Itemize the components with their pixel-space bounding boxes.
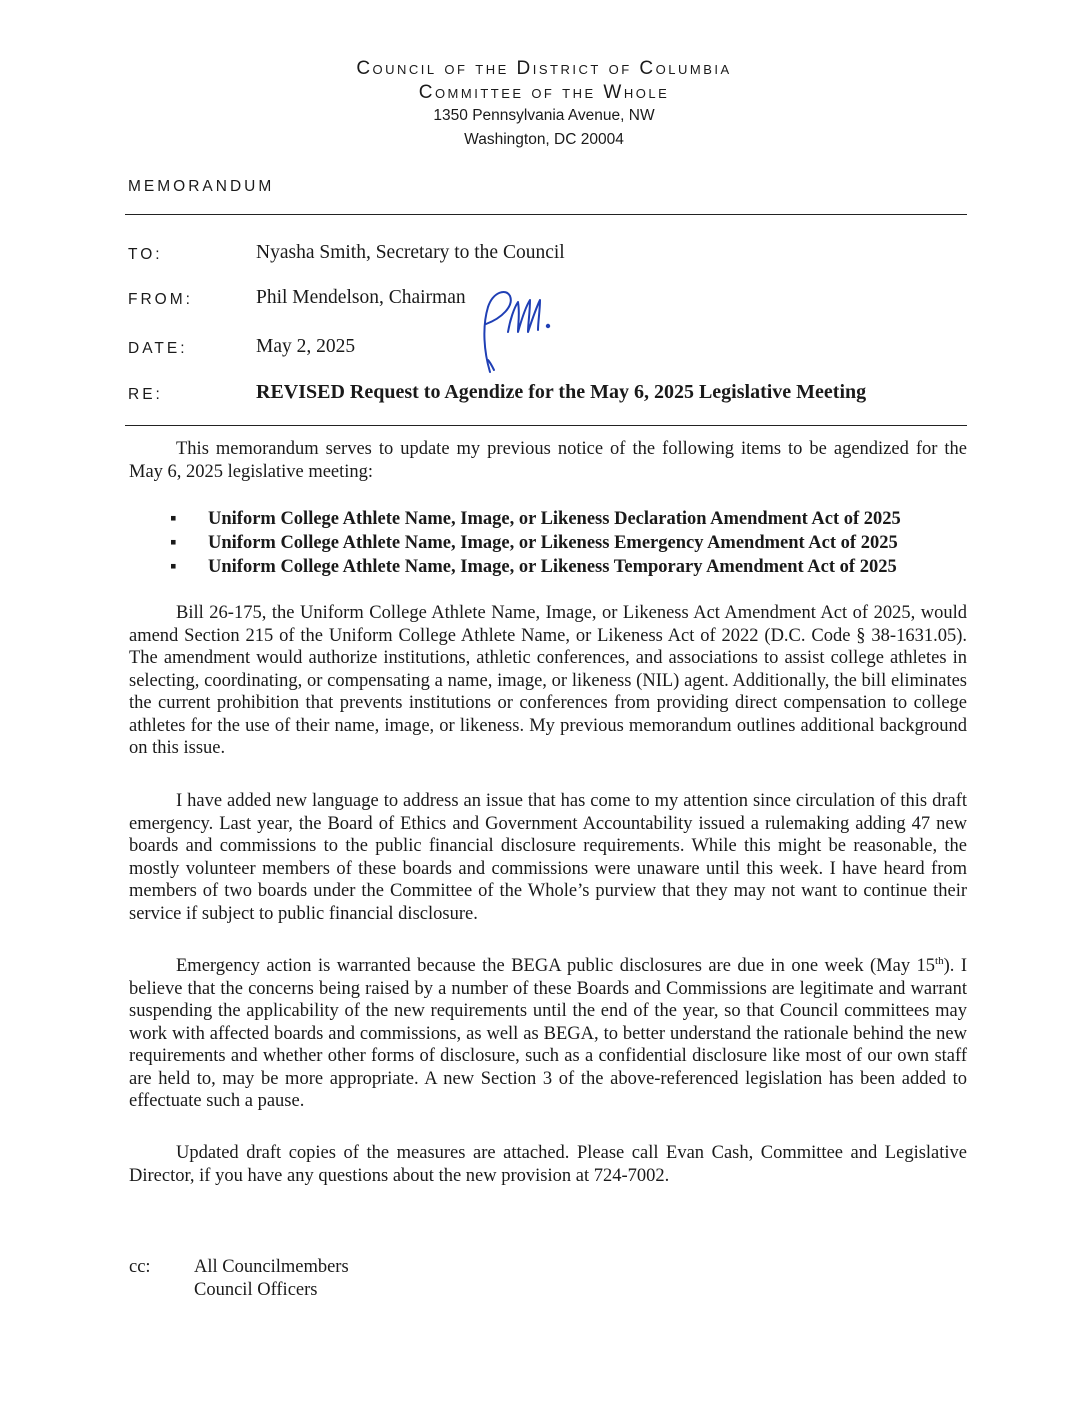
bullet-square-icon: ▪	[170, 509, 177, 529]
signature-initials	[468, 282, 558, 377]
to-label: TO:	[128, 246, 163, 263]
bill-list-item: ▪ Uniform College Athlete Name, Image, or Likeness Temporary Amendment Act of 2025	[170, 557, 897, 577]
new-language-paragraph: I have added new language to address an issue that has come to my attention since circulation of this draft emergency. Last year, the Board of Ethics and Government Accountability issued a rulemaking adding 47 new boards and commissions to the public financial disclosure requirements. While this might be reasonable, the mostly volunteer members of these boards and commissions were unaware until this week. I have heard from members of two boards under the Committee of the Whole’s purview that they may not want to continue their service if subject to public financial disclosure.	[129, 791, 967, 924]
re-label: RE:	[128, 386, 163, 403]
from-value: Phil Mendelson, Chairman	[256, 287, 466, 308]
date-label: DATE:	[128, 340, 188, 357]
bill-list-item: ▪ Uniform College Athlete Name, Image, or Likeness Declaration Amendment Act of 2025	[170, 509, 901, 529]
bill-summary-paragraph: Bill 26-175, the Uniform College Athlete Name, Image, or Likeness Act Amendment Act of 2025, would amend Section 215 of the Uniform College Athlete Name, or Likeness Act of 2022 (D.C. Code § 38-1631.05). The amendment would authorize institutions, athletic conferences, and associations to assist college athletes in selecting, coordinating, or compensating a name, image, or likeness (NIL) agent. Additionally, the bill eliminates the current prohibition that prevents institutions or conferences from providing direct compensation to college athletes for the use of their name, image, or likeness. My previous memorandum outlines additional background on this issue.	[129, 603, 967, 758]
cc-recipient: All Councilmembers	[194, 1257, 349, 1277]
letterhead-street-address: 1350 Pennsylvania Avenue, NW	[433, 107, 655, 124]
bill-list	[170, 507, 901, 579]
memorandum-label: MEMORANDUM	[128, 178, 275, 195]
cc-recipient: Council Officers	[194, 1280, 318, 1300]
fields-divider	[125, 425, 967, 426]
bill-list-item: ▪ Uniform College Athlete Name, Image, or Likeness Emergency Amendment Act of 2025	[170, 533, 898, 553]
bullet-square-icon: ▪	[170, 533, 177, 553]
bullet-square-icon: ▪	[170, 557, 177, 577]
intro-paragraph: This memorandum serves to update my previous notice of the following items to be agendized for the May 6, 2025 legislative meeting:	[129, 439, 967, 482]
date-value: May 2, 2025	[256, 336, 356, 357]
emergency-action-paragraph: Emergency action is warranted because the BEGA public disclosures are due in one week (May 15th). I believe that the concerns being raised by a number of these Boards and Commissions are legitimate and warrant suspending the applicability of the new requirements until the end of the year, so that Council committees may work with affected boards and commissions, as well as BEGA, to better understand the rationale behind the new requirements and whether other forms of disclosure, such as a confidential disclosure like most of our own staff are held to, may be more appropriate. A new Section 3 of the above-referenced legislation has been added to effectuate such a pause.	[129, 954, 967, 1111]
re-value: REVISED Request to Agendize for the May 6, 2025 Legislative Meeting	[256, 381, 867, 403]
letterhead-city-address: Washington, DC 20004	[464, 131, 624, 148]
header-divider	[125, 214, 967, 215]
to-value: Nyasha Smith, Secretary to the Council	[256, 242, 565, 263]
contact-paragraph: Updated draft copies of the measures are attached. Please call Evan Cash, Committee and Legislative Director, if you have any questions about the new provision at 724-7002.	[129, 1143, 967, 1186]
from-label: FROM:	[128, 291, 193, 308]
letterhead-committee-name: Committee of the Whole	[418, 82, 670, 103]
cc-label: cc:	[129, 1257, 151, 1277]
letterhead-council-name: Council of the District of Columbia	[356, 58, 732, 79]
